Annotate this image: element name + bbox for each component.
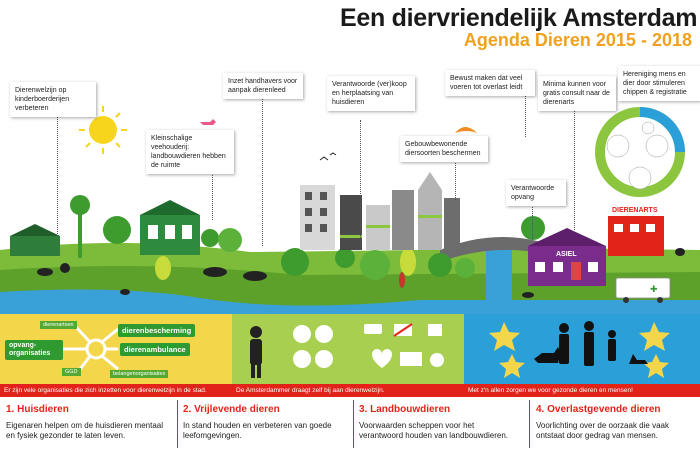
dog-icon xyxy=(293,350,311,368)
feeding-icon xyxy=(364,324,382,334)
dierenarts-sign: DIERENARTS xyxy=(612,207,658,214)
first-aid-icon xyxy=(428,324,442,336)
dog-icon xyxy=(534,347,561,363)
band-organisations xyxy=(0,314,232,384)
section-divider xyxy=(529,400,530,448)
tag-dierenbescherming: dierenbescherming xyxy=(118,324,195,337)
callout-bewust: Bewust maken dat veel voeren tot overlast leidt xyxy=(445,70,535,96)
band2-caption: De Amsterdammer draagt zelf bij aan dierenwelzijn. xyxy=(232,384,464,397)
band1-caption: Er zijn vele organisaties die zich inzetten voor dierenwelzijn in de stad. xyxy=(0,384,232,397)
asiel-sign: ASIEL xyxy=(556,251,577,258)
heart-icon xyxy=(372,349,392,368)
callout-line xyxy=(360,120,361,250)
section-text-overlastgevende: Voorlichting over de oorzaak die vaak ontstaat door gedrag van mensen. xyxy=(536,421,669,440)
callout-gebouwbewonende: Gebouwbewonende diersoorten beschermen xyxy=(400,136,488,162)
together-icons xyxy=(464,314,700,384)
callout-verantwoorde-verkoop: Verantwoorde (ver)koop en herplaatsing van huisdieren xyxy=(327,76,415,111)
section-text-huisdieren: Eigenaren helpen om de huisdieren mentaal en fysiek gezonder te laten leven. xyxy=(6,421,163,440)
callout-dierenwelzijn: Dierenwelzijn op kinderboerderijen verbeteren xyxy=(10,82,96,117)
svg-text:✚: ✚ xyxy=(650,284,658,294)
star-icon xyxy=(489,322,520,351)
band3-caption: Met z'n allen zorgen we voor gezonde dieren en mensen! xyxy=(464,384,700,397)
person-icon xyxy=(559,323,569,333)
paw-icon xyxy=(430,353,444,367)
tag-ggd: GGD xyxy=(62,368,81,376)
callout-minima: Minima kunnen voor gratis consult naar de dierenarts xyxy=(538,76,616,111)
page-title: Een diervriendelijk Amsterdam xyxy=(340,4,698,32)
star-icon xyxy=(643,354,669,378)
cat-icon xyxy=(315,325,333,343)
person-icon xyxy=(250,326,262,378)
callout-verantwoorde-opvang: Verantwoorde opvang xyxy=(506,180,566,206)
tag-opvang-organisaties: opvang-organisaties xyxy=(5,340,63,360)
callout-line xyxy=(57,116,58,236)
citizen-icons xyxy=(232,314,464,384)
band-together xyxy=(464,314,700,384)
section-text-vrijlevende: In stand houden en verbeteren van goede leefomgevingen. xyxy=(183,421,332,440)
cat-icon xyxy=(629,354,648,364)
money-icon xyxy=(400,352,422,366)
callout-hereniging: Hereniging mens en dier door stimuleren chippen & registratie xyxy=(618,66,700,101)
city-landscape-illustration xyxy=(0,80,700,314)
callout-kleinschalige: Kleinschalige veehouderij: landbouwdieren hebben de ruimte xyxy=(146,130,234,174)
child-icon xyxy=(608,330,616,338)
section-title-vrijlevende: 2. Vrijlevende dieren xyxy=(183,404,280,415)
callout-line xyxy=(262,96,263,246)
star-icon xyxy=(499,354,525,378)
bird-icon xyxy=(293,325,311,343)
section-title-overlastgevende: 4. Overlastgevende dieren xyxy=(536,404,661,415)
section-title-huisdieren: 1. Huisdieren xyxy=(6,404,69,415)
band-citizen xyxy=(232,314,464,384)
page-subtitle: Agenda Dieren 2015 - 2018 xyxy=(463,30,692,50)
tag-belangenorganisaties: belangenorganisaties xyxy=(110,370,168,378)
person-icon xyxy=(584,321,594,331)
tag-dierenartsen: dierenartsen xyxy=(40,321,77,329)
section-divider xyxy=(177,400,178,448)
star-icon xyxy=(639,322,670,351)
callout-line xyxy=(532,200,533,240)
section-divider xyxy=(353,400,354,448)
section-text-landbouwdieren: Voorwaarden scheppen voor het verantwoord houden van landbouwdieren. xyxy=(359,421,508,440)
tag-dierenambulance: dierenambulance xyxy=(120,343,190,356)
section-title-landbouwdieren: 3. Landbouwdieren xyxy=(359,404,451,415)
callout-line xyxy=(574,105,575,230)
callout-handhavers: Inzet handhavers voor aanpak dierenleed xyxy=(223,73,303,99)
rabbit-icon xyxy=(315,350,333,368)
